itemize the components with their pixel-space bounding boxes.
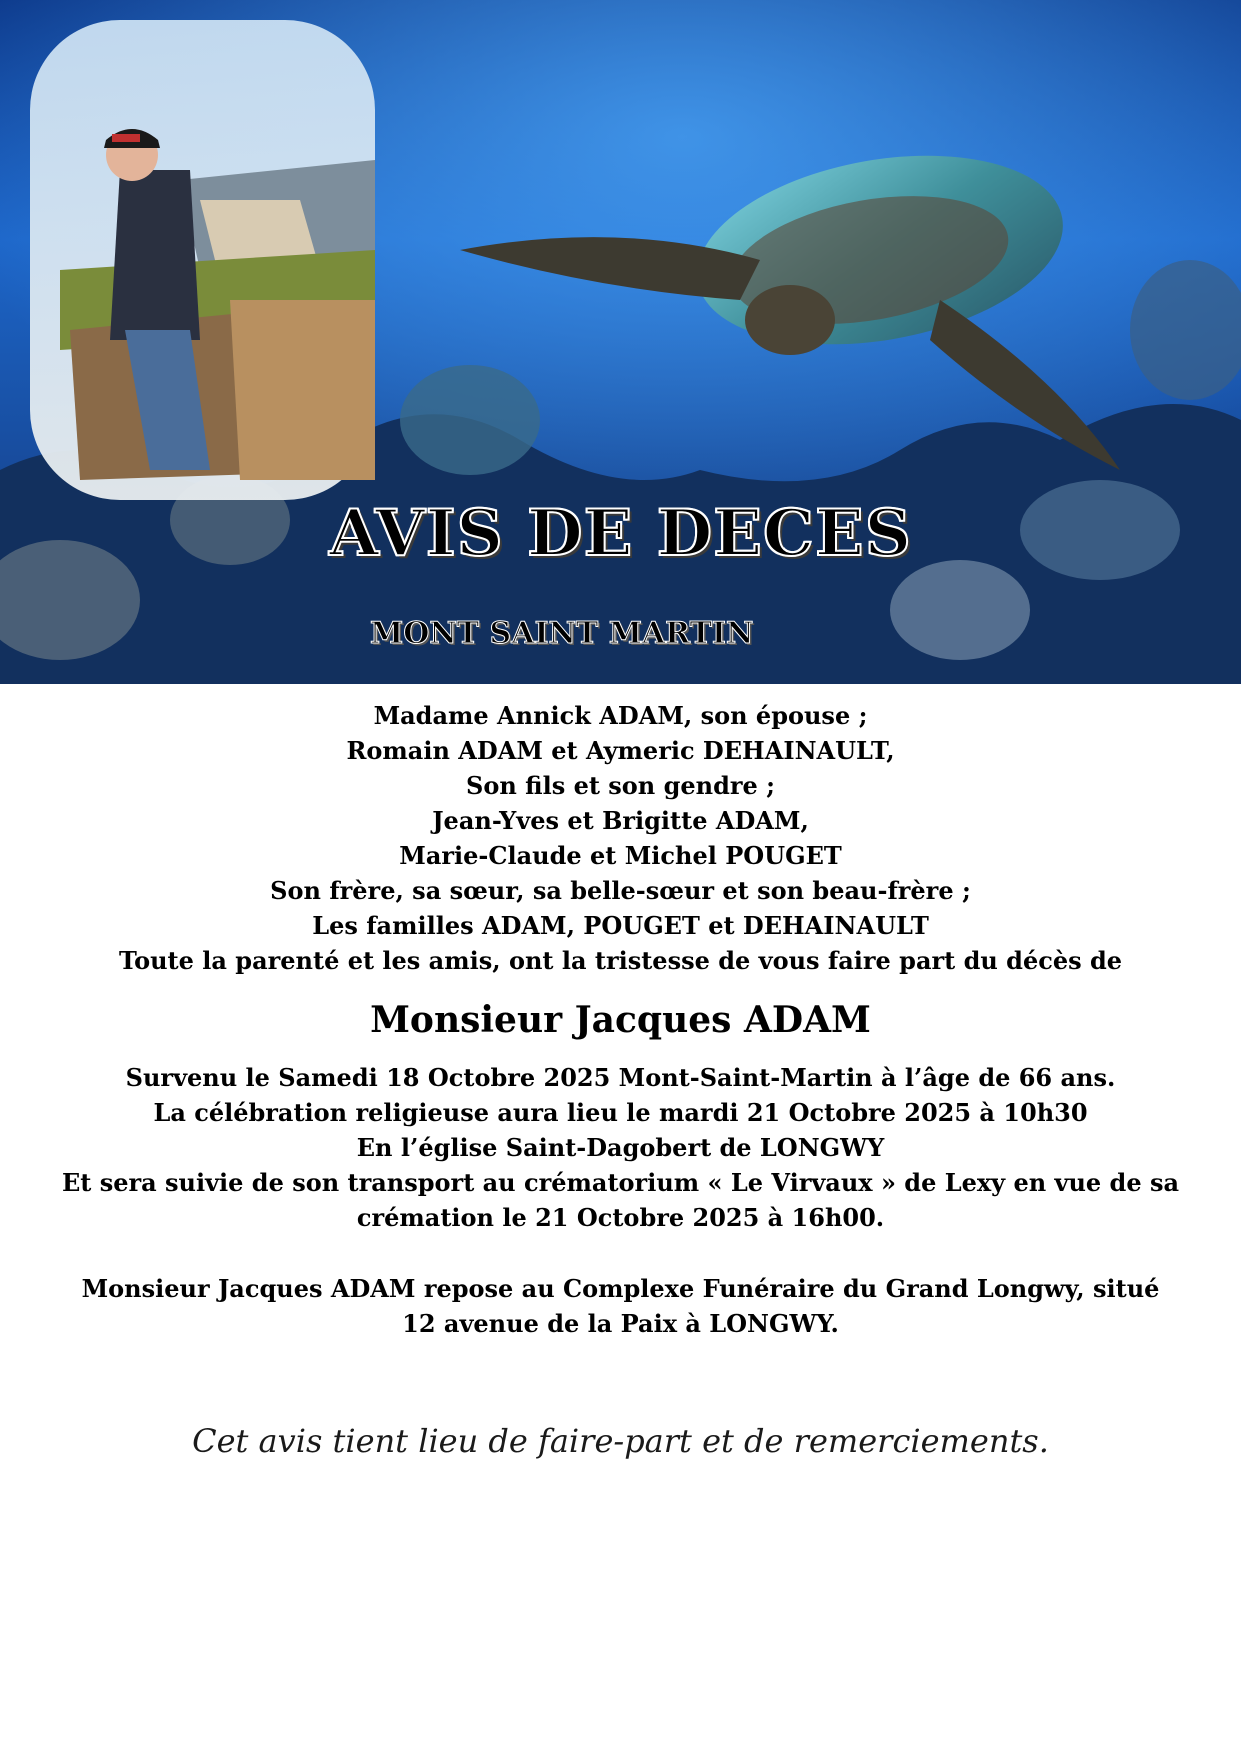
- family-line: Toute la parenté et les amis, ont la tristesse de vous faire part du décès de: [118, 946, 1123, 975]
- details-line: Et sera suivie de son transport au crématorium « Le Virvaux » de Lexy en vue de sa: [61, 1168, 1180, 1197]
- details-line: En l’église Saint-Dagobert de LONGWY: [356, 1133, 885, 1162]
- family-line: Les familles ADAM, POUGET et DEHAINAULT: [312, 911, 929, 940]
- details-line: Survenu le Samedi 18 Octobre 2025 Mont-Saint-Martin à l’âge de 66 ans.: [125, 1063, 1116, 1092]
- rest-location: [40, 1271, 1201, 1341]
- family-line: Madame Annick ADAM, son épouse ;: [373, 701, 868, 730]
- family-line: Son frère, sa sœur, sa belle-sœur et son beau-frère ;: [270, 876, 971, 905]
- spacer: [40, 1235, 1201, 1271]
- rest-line: Monsieur Jacques ADAM repose au Complexe Funéraire du Grand Longwy, situé: [81, 1274, 1160, 1303]
- details-line: crémation le 21 Octobre 2025 à 16h00.: [356, 1203, 885, 1232]
- underwater-background-image: [0, 0, 1241, 684]
- family-line: Romain ADAM et Aymeric DEHAINAULT,: [346, 736, 895, 765]
- header-banner: [0, 0, 1241, 684]
- ceremony-details: [40, 1060, 1201, 1235]
- notice-body: [40, 698, 1201, 1461]
- deceased-name: Monsieur Jacques ADAM: [370, 999, 871, 1041]
- family-line: Jean-Yves et Brigitte ADAM,: [432, 806, 809, 835]
- rest-line: 12 avenue de la Paix à LONGWY.: [402, 1309, 839, 1338]
- page-title: AVIS DE DECES: [329, 496, 912, 571]
- location-subtitle: MONT SAINT MARTIN: [370, 616, 754, 651]
- details-line: La célébration religieuse aura lieu le mardi 21 Octobre 2025 à 10h30: [153, 1098, 1088, 1127]
- family-line: Marie-Claude et Michel POUGET: [399, 841, 842, 870]
- family-line: Son fils et son gendre ;: [465, 771, 776, 800]
- portrait-photo: [30, 20, 375, 500]
- closing-note: Cet avis tient lieu de faire-part et de remerciements.: [192, 1422, 1049, 1460]
- family-list: [40, 698, 1201, 978]
